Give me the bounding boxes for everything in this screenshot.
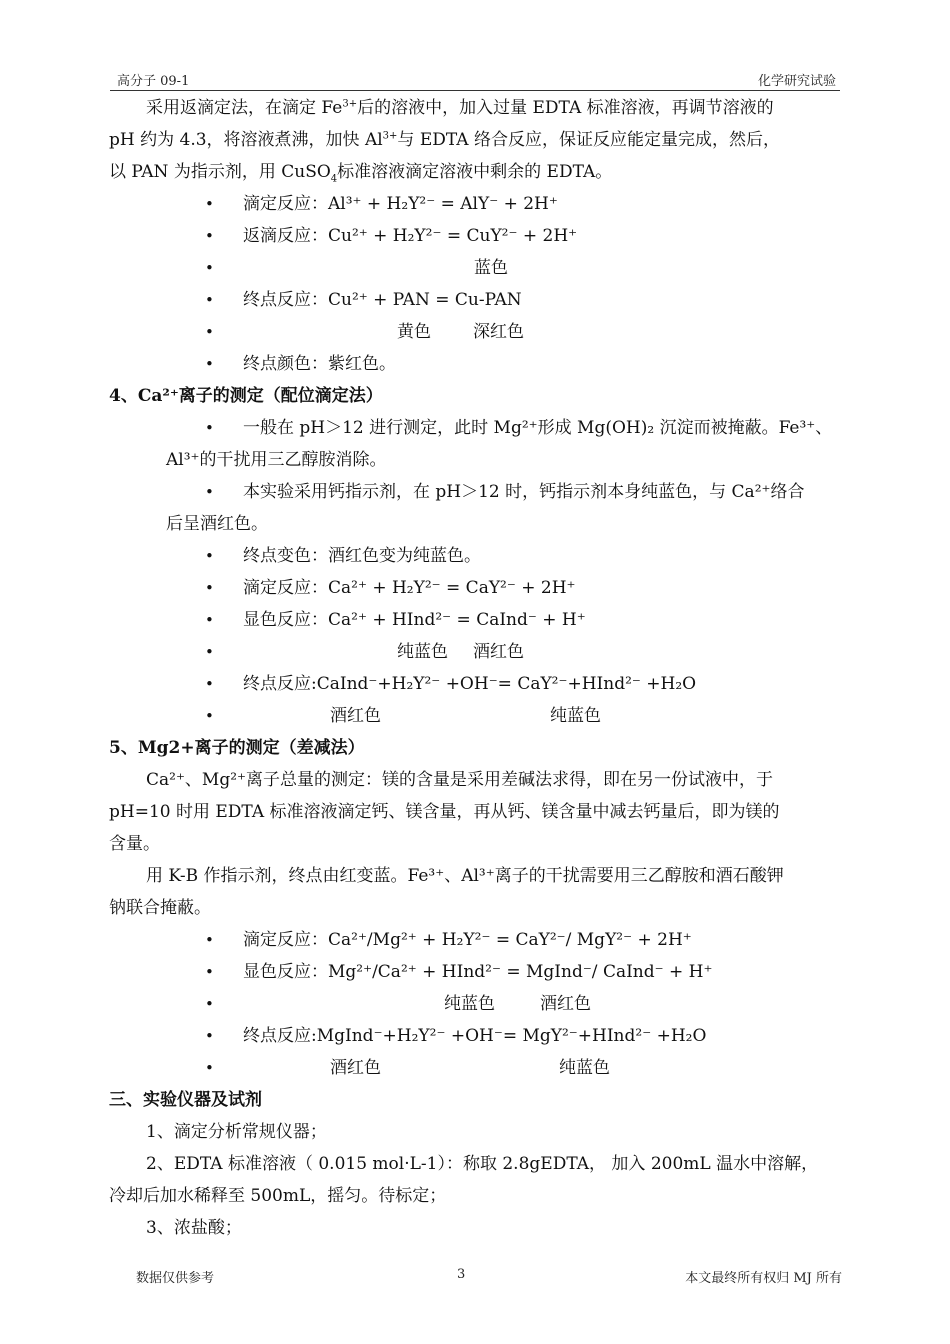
bullet: •	[205, 963, 214, 981]
color-label: 酒红色	[330, 706, 381, 726]
color-label: 酒红色	[473, 642, 524, 662]
para-line: 以 PAN 为指示剂，用 CuSO$_4$标准溶液滴定溶液中剩余的 EDTA。	[109, 162, 613, 185]
list-item: 3、浓盐酸；	[146, 1218, 242, 1238]
color-label: 蓝色	[474, 258, 508, 278]
section-heading: 4、Ca²⁺离子的测定（配位滴定法）	[109, 386, 383, 406]
bullet: •	[205, 675, 214, 693]
reaction-line: 终点颜色：紫红色。	[243, 354, 396, 374]
color-label: 纯蓝色	[444, 994, 495, 1014]
bullet: •	[205, 579, 214, 597]
list-item: 冷却后加水稀释至 500mL，摇匀。待标定；	[109, 1186, 447, 1206]
color-label: 黄色	[397, 322, 431, 342]
bullet: •	[205, 355, 214, 373]
bullet: •	[205, 259, 214, 277]
section-heading: 三、实验仪器及试剂	[109, 1090, 262, 1110]
bullet: •	[205, 323, 214, 341]
bullet: •	[205, 707, 214, 725]
page-number: 3	[457, 1267, 466, 1282]
bullet: •	[205, 931, 214, 949]
color-label: 纯蓝色	[550, 706, 601, 726]
para-line: Al³⁺的干扰用三乙醇胺消除。	[166, 450, 387, 470]
bullet: •	[205, 483, 214, 501]
color-label: 酒红色	[330, 1058, 381, 1078]
bullet: •	[205, 547, 214, 565]
section-heading: 5、Mg2+离子的测定（差减法）	[109, 738, 365, 758]
reaction-line: 终点反应:MgInd⁻+H₂Y²⁻ +OH⁻= MgY²⁻+HInd²⁻ +H₂O	[243, 1026, 707, 1046]
reaction-line: 终点变色：酒红色变为纯蓝色。	[243, 546, 481, 566]
bullet: •	[205, 995, 214, 1013]
reaction-line: 显色反应：Ca²⁺ + HInd²⁻ = CaInd⁻ + H⁺	[243, 610, 586, 630]
para-line: 后呈酒红色。	[166, 514, 268, 534]
bullet: •	[205, 611, 214, 629]
color-label: 酒红色	[540, 994, 591, 1014]
para-line: 采用返滴定法，在滴定 $Fe^{3+}$后的溶液中，加入过量 EDTA 标准溶液，再调节溶液的	[146, 98, 774, 118]
reaction-line: 终点反应：Cu²⁺ + PAN = Cu-PAN	[243, 290, 522, 310]
para-line: pH=10 时用 EDTA 标准溶液滴定钙、镁含量，再从钙、镁含量中减去钙量后，即为镁的	[109, 802, 780, 822]
list-item: 1、滴定分析常规仪器；	[146, 1122, 327, 1142]
footer-left: 数据仅供参考	[136, 1271, 215, 1286]
para-line: pH 约为 4.3，将溶液煮沸，加快 $Al^{3+}$与 EDTA 络合反应，保证反应能定量完成，然后，	[109, 130, 780, 150]
reaction-line: 滴定反应：Ca²⁺ + H₂Y²⁻ = CaY²⁻ + 2H⁺	[243, 578, 576, 598]
bullet: •	[205, 195, 214, 213]
bullet: •	[205, 1059, 214, 1077]
para-line: 一般在 pH＞12 进行测定，此时 Mg²⁺形成 Mg(OH)₂ 沉淀而被掩蔽。Fe³⁺、	[243, 418, 833, 438]
bullet: •	[205, 419, 214, 437]
header-left: 高分子 09-1	[117, 74, 190, 89]
para-line: Ca²⁺、Mg²⁺离子总量的测定：镁的含量是采用差碱法求得，即在另一份试液中，于	[146, 770, 774, 790]
bullet: •	[205, 227, 214, 245]
bullet: •	[205, 1027, 214, 1045]
color-label: 纯蓝色	[397, 642, 448, 662]
color-label: 深红色	[473, 322, 524, 342]
reaction-line: 滴定反应：Al³⁺ + H₂Y²⁻ = AlY⁻ + 2H⁺	[243, 194, 558, 214]
para-line: 本实验采用钙指示剂，在 pH＞12 时，钙指示剂本身纯蓝色，与 Ca²⁺络合	[243, 482, 805, 502]
para-line: 用 K-B 作指示剂，终点由红变蓝。Fe³⁺、Al³⁺离子的干扰需要用三乙醇胺和酒石酸钾	[146, 866, 784, 886]
reaction-line: 返滴反应：Cu²⁺ + H₂Y²⁻ = CuY²⁻ + 2H⁺	[243, 226, 578, 246]
header-right: 化学研究试验	[757, 74, 836, 89]
para-line: 钠联合掩蔽。	[109, 898, 211, 918]
bullet: •	[205, 643, 214, 661]
bullet: •	[205, 291, 214, 309]
list-item: 2、EDTA 标准溶液（ 0.015 mol·L-1）：称取 2.8gEDTA， 加入 200mL 温水中溶解，	[146, 1154, 819, 1174]
reaction-line: 终点反应:CaInd⁻+H₂Y²⁻ +OH⁻= CaY²⁻+HInd²⁻ +H₂O	[243, 674, 697, 694]
footer-right: 本文最终所有权归 MJ 所有	[685, 1271, 842, 1286]
color-label: 纯蓝色	[559, 1058, 610, 1078]
header-rule	[110, 90, 840, 91]
para-line: 含量。	[109, 834, 160, 854]
reaction-line: 显色反应：Mg²⁺/Ca²⁺ + HInd²⁻ = MgInd⁻/ CaInd⁻ + H⁺	[243, 962, 713, 982]
reaction-line: 滴定反应：Ca²⁺/Mg²⁺ + H₂Y²⁻ = CaY²⁻/ MgY²⁻ + 2H⁺	[243, 930, 692, 950]
